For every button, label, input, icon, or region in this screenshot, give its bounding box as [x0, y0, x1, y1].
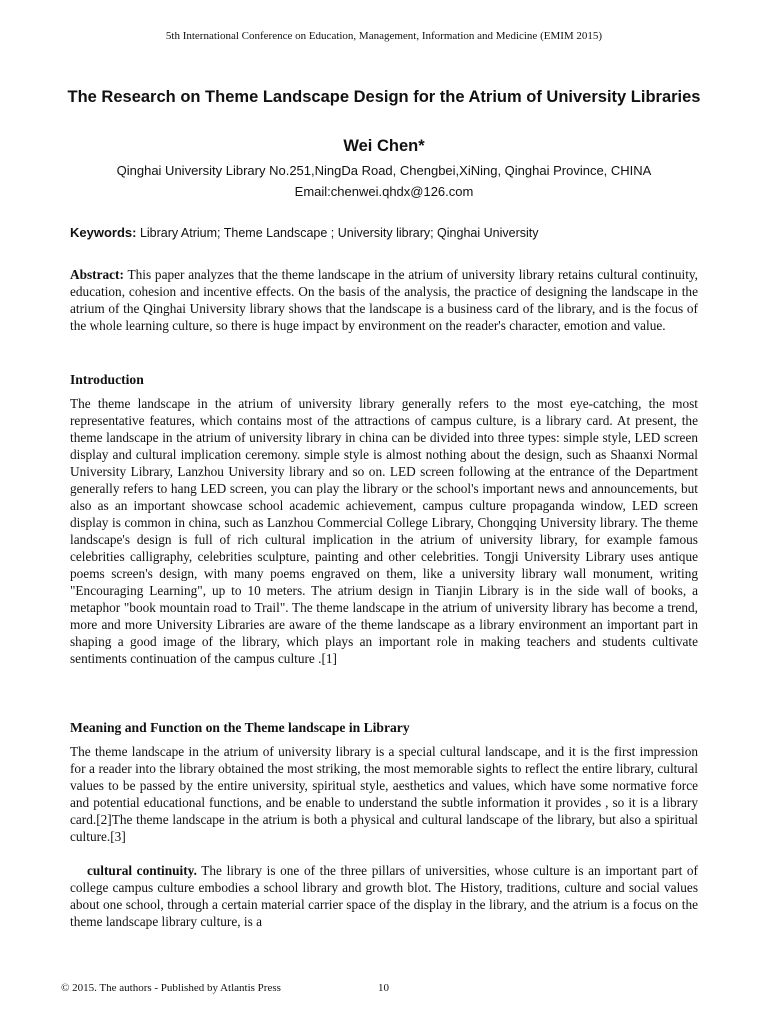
- meaning-paragraph: The theme landscape in the atrium of university library is a special cultural landscape, and it is the first impression for a reader into the library obtained the most striking, the most memorable sights to reflect the entire library, cultural values to be passed by the entire university, spiritual style, aesthetics and values, which have some normative force and potential educational functions, and be enable to understand the subtle information it provides , so it is a library card.[2]The theme landscape in the atrium is both a physical and cultural landscape of the library, but also a spiritual culture.[3]: [70, 744, 698, 844]
- cultural-continuity-text: The library is one of the three pillars of universities, whose culture is an important part of college campus culture embodies a school library and growth blot. The History, traditions, culture and social values about one school, through a certain material carrier space of the display in the library, and the atrium is a focus on the theme landscape library culture, is a: [70, 863, 698, 929]
- author-name: Wei Chen*: [343, 137, 425, 155]
- copyright-footer: © 2015. The authors - Published by Atlantis Press: [61, 982, 281, 994]
- page-number: 10: [378, 982, 389, 994]
- cultural-continuity-label: cultural continuity.: [87, 863, 197, 878]
- author-email: Email:chenwei.qhdx@126.com: [294, 184, 474, 199]
- keywords-text: Library Atrium; Theme Landscape ; University library; Qinghai University: [136, 226, 539, 240]
- cultural-continuity-paragraph: [70, 862, 698, 930]
- keywords-line: [70, 224, 700, 242]
- abstract-label: Abstract:: [70, 267, 124, 282]
- meaning-heading: Meaning and Function on the Theme landscape in Library: [70, 720, 410, 735]
- affiliation-address: Qinghai University Library No.251,NingDa Road, Chengbei,XiNing, Qinghai Province, CHINA: [116, 163, 652, 178]
- paper-title: The Research on Theme Landscape Design for the Atrium of University Libraries: [67, 88, 701, 106]
- keywords-label: Keywords:: [70, 225, 137, 240]
- abstract-text: This paper analyzes that the theme landscape in the atrium of university library retains cultural continuity, education, cohesion and incentive effects. On the basis of the analysis, the practice of designing the landscape in the atrium of the Qinghai University library shows that the landscape is a business card of the library, and is the focus of the whole learning culture, so there is huge impact by environment on the reader's character, emotion and value.: [70, 267, 698, 333]
- abstract-paragraph: [70, 266, 698, 334]
- introduction-paragraph: The theme landscape in the atrium of university library generally refers to the most eye-catching, the most representative features, which contains most of the attractions of campus culture, is a library card. At present, the theme landscape in the atrium of university library in china can be divided into three types: simple style, LED screen display and cultural implication ceremony. simple style is almost nothing about the design, such as Shaanxi Normal University Library, Lanzhou University library and so on. LED screen following at the entrance of the Department generally refers to hang LED screen, you can play the library or the school's important news and announcements, but also as an important showcase school academic achievement, campus culture propaganda window, LED screen display is common in china, such as Lanzhou Commercial College Library, Chongqing University library. The theme landscape's design is full of rich cultural implication in the atrium of university library, for example famous celebrities calligraphy, celebrities sculpture, painting and other celebrities. Tongji University Library uses antique poems screen's design, with many poems engraved on them, like a university library wall monument, writing "Encouraging Learning", up to 10 meters. The atrium design in Tianjin Library is in the side wall of books, a metaphor "book mountain road to Trail". The theme landscape in the atrium of university library has become a trend, more and more University Libraries are aware of the theme landscape as a library environment an important part in shaping a good image of the library, which plays an important role in making teachers and students cultivate sentiments continuation of the campus culture .[1]: [70, 396, 698, 666]
- introduction-heading: Introduction: [70, 372, 144, 387]
- affiliation-block: [0, 160, 768, 202]
- conference-header: 5th International Conference on Education, Management, Information and Medicine (EMIM 2015): [165, 30, 603, 42]
